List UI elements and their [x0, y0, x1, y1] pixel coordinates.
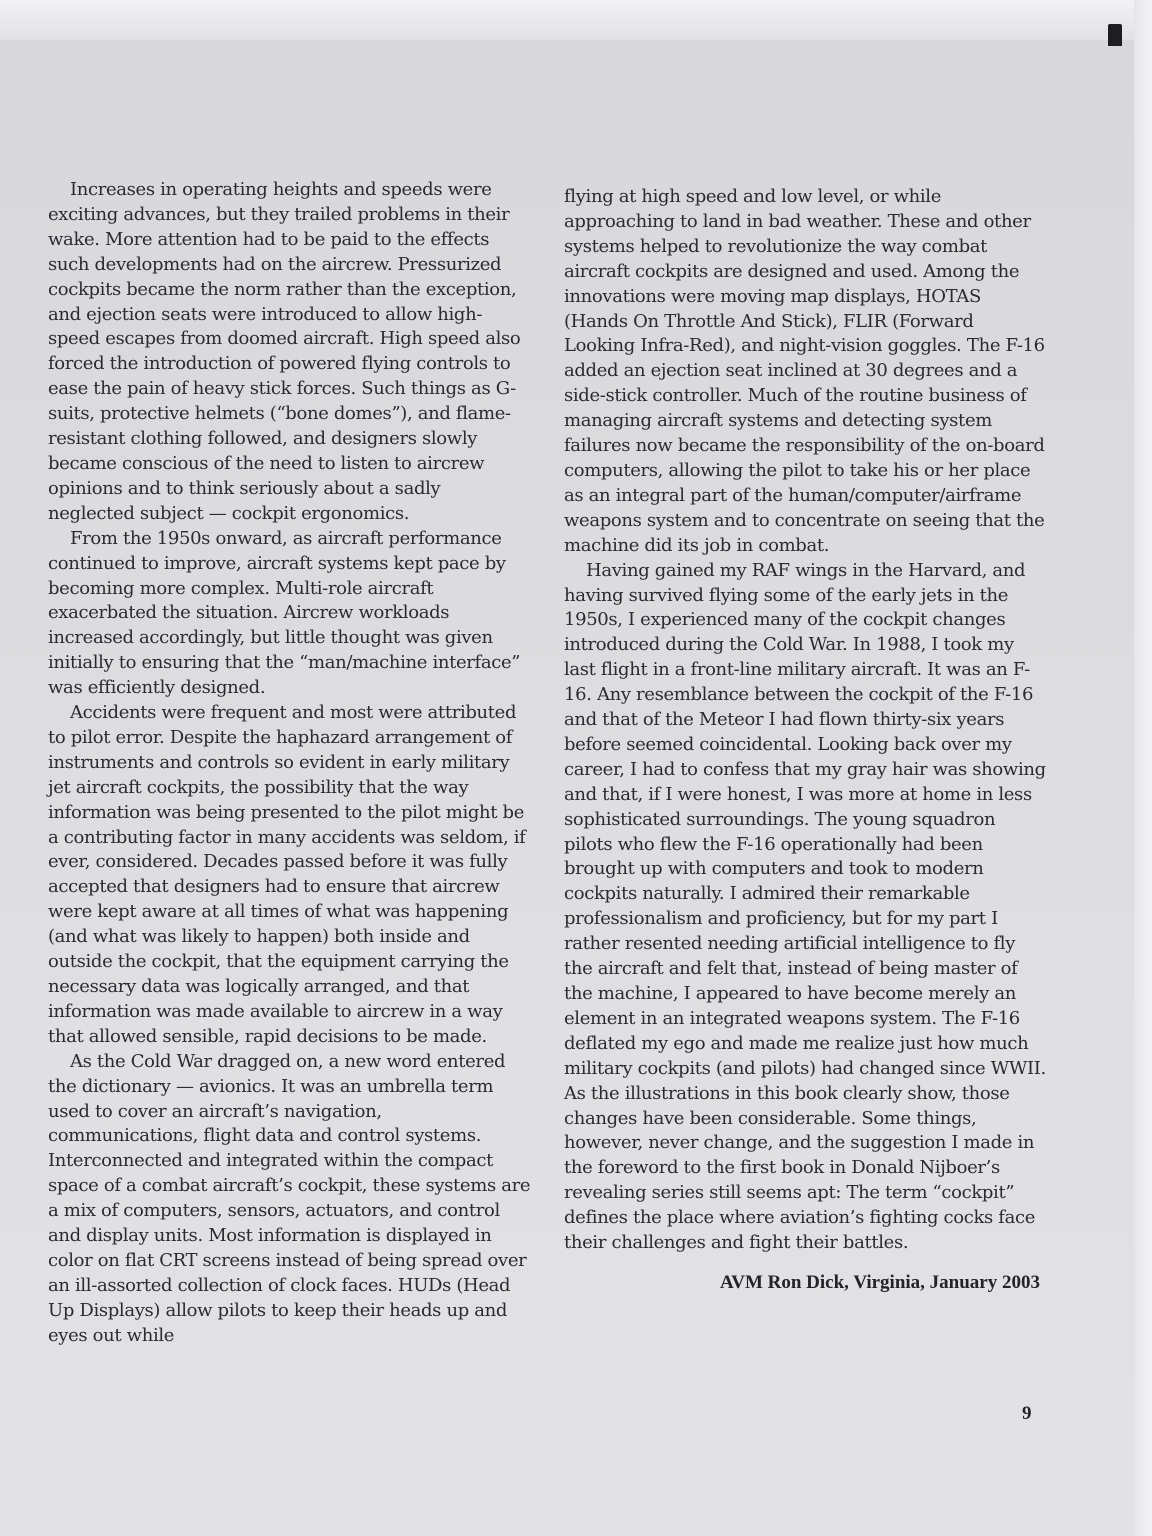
right-text-column [564, 185, 1046, 1256]
page-top-strip [0, 0, 1152, 40]
page-tab-marker [1108, 24, 1122, 46]
author-signature: AVM Ron Dick, Virginia, January 2003 [719, 1272, 1040, 1293]
paragraph: As the Cold War dragged on, a new word entered the dictionary — avionics. It was an umbrella term used to cover an aircraft’s navigation, communications, flight data and control systems. Interconnected and integrated within the compact space of a combat aircraft’s cockpit, these systems are a mix of computers, sensors, actuators, and control and display units. Most information is displayed in color on flat CRT screens instead of being spread over an ill-assorted collection of clock faces. HUDs (Head Up Displays) allow pilots to keep their heads up and eyes out while [48, 1050, 531, 1346]
page-number: 9 [1022, 1403, 1032, 1424]
paragraph: Increases in operating heights and speeds were exciting advances, but they trailed problems in their wake. More attention had to be paid to the effects such developments had on the aircrew. Pressurized cockpits became the norm rather than the exception, and ejection seats were introduced to allow high-speed escapes from doomed aircraft. High speed also forced the introduction of powered flying controls to ease the pain of heavy stick forces. Such things as G-suits, protective helmets (“bone domes”), and flame-resistant clothing followed, and designers slowly became conscious of the need to listen to aircrew opinions and to think seriously about a sadly neglected subject — cockpit ergonomics. [48, 179, 521, 524]
paragraph: From the 1950s onward, as aircraft performance continued to improve, aircraft systems kept pace by becoming more complex. Multi-role aircraft exacerbated the situation. Aircrew workloads increased accordingly, but little thought was given initially to ensuring that the “man/machine interface” was efficiently designed. [48, 527, 521, 699]
left-text-column [48, 178, 532, 1349]
paragraph: Having gained my RAF wings in the Harvard, and having survived flying some of the early jets in the 1950s, I experienced many of the cockpit changes introduced during the Cold War. In 1988, I took my last flight in a front-line military aircraft. It was an F-16. Any resemblance between the cockpit of the F-16 and that of the Meteor I had flown thirty-six years before seemed coincidental. Looking back over my career, I had to confess that my gray hair was showing and that, if I were honest, I was more at home in less sophisticated surroundings. The young squadron pilots who flew the F-16 operationally had been brought up with computers and took to modern cockpits naturally. I admired their remarkable professionalism and proficiency, but for my part I rather resented needing artificial intelligence to fly the aircraft and felt that, instead of being master of the machine, I appeared to have become merely an element in an integrated weapons system. The F-16 deflated my ego and made me realize just how much military cockpits (and pilots) had changed since WWII. As the illustrations in this book clearly show, those changes have been considerable. Some things, however, never change, and the suggestion I made in the foreword to the first book in Donald Nijboer’s revealing series still seems apt: The term “cockpit” defines the place where aviation’s fighting cocks face their challenges and fight their battles. [564, 559, 1046, 1254]
paragraph: flying at high speed and low level, or while approaching to land in bad weather. These and other systems helped to revolutionize the way combat aircraft cockpits are designed and used. Among the innovations were moving map displays, HOTAS (Hands On Throttle And Stick), FLIR (Forward Looking Infra-Red), and night-vision goggles. The F-16 added an ejection seat inclined at 30 degrees and a side-stick controller. Much of the routine business of managing aircraft systems and detecting system failures now became the responsibility of the on-board computers, allowing the pilot to take his or her place as an integral part of the human/computer/airframe weapons system and to concentrate on seeing that the machine did its job in combat. [564, 186, 1045, 556]
paragraph: Accidents were frequent and most were attributed to pilot error. Despite the haphazard arrangement of instruments and controls so evident in early military jet aircraft cockpits, the possibility that the way information was being presented to the pilot might be a contributing factor in many accidents was seldom, if ever, considered. Decades passed before it was fully accepted that designers had to ensure that aircrew were kept aware at all times of what was happening (and what was likely to happen) both inside and outside the cockpit, that the equipment carrying the necessary data was logically arranged, and that information was made available to aircrew in a way that allowed sensible, rapid decisions to be made. [48, 702, 526, 1047]
page-edge [1134, 0, 1152, 1536]
